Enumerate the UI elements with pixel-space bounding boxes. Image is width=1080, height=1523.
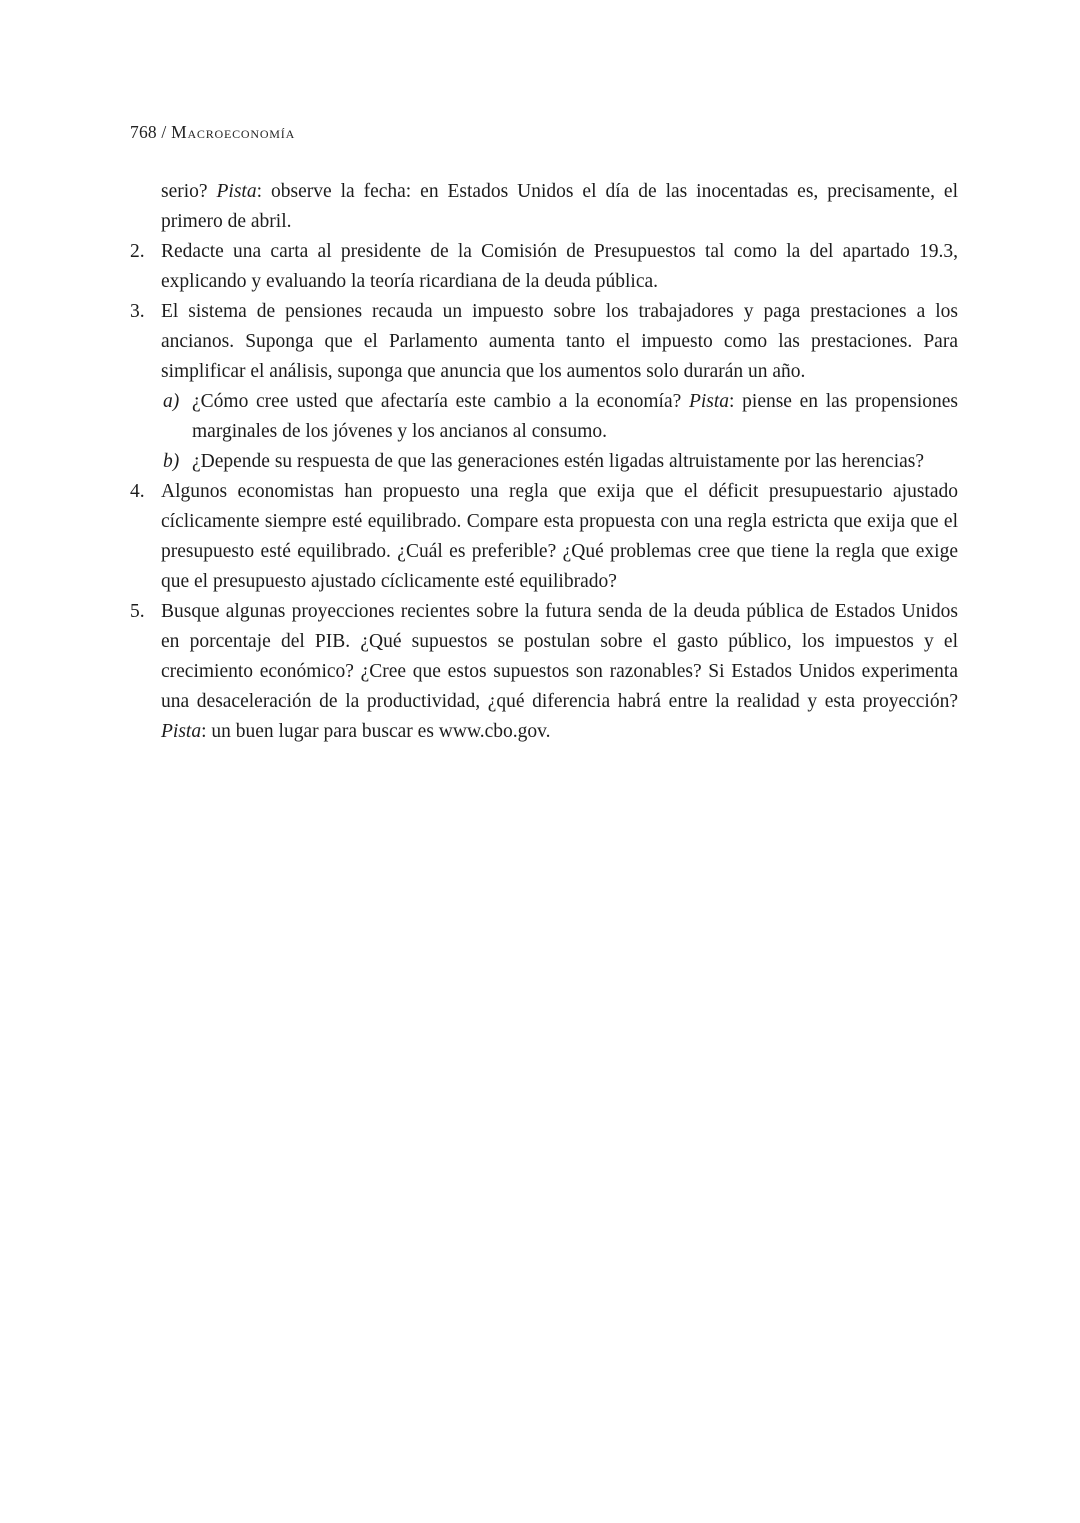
- text-run: Redacte una carta al presidente de la Comisión de Presupuestos tal como la del apartado 19.3, explicando y evaluando la teoría ricardiana de la deuda pública.: [161, 241, 958, 292]
- exercise-list: [130, 177, 958, 747]
- item-text: [161, 177, 958, 237]
- italic-run: Pista: [216, 181, 257, 202]
- item-marker: 4.: [130, 481, 145, 502]
- item-text: [161, 597, 958, 747]
- text-run: serio?: [161, 181, 217, 202]
- item-text: [192, 447, 958, 477]
- item-text: [161, 237, 958, 297]
- page-content: [0, 0, 1080, 747]
- item-marker: 3.: [130, 301, 145, 322]
- item-marker: b): [163, 451, 180, 472]
- text-run: : piense en las propensiones marginales de los jóvenes y los ancianos al consumo.: [192, 391, 958, 442]
- text-run: : observe la fecha: en Estados Unidos el día de las inocentadas es, precisamente, el primero de abril.: [161, 181, 958, 232]
- exercise-sub-item: [163, 447, 958, 477]
- header-separator: /: [156, 122, 172, 142]
- running-title: Macroeconomía: [171, 122, 296, 142]
- item-marker: a): [163, 391, 180, 412]
- exercise-item: [130, 297, 958, 387]
- text-run: Busque algunas proyecciones recientes sobre la futura senda de la deuda pública de Estados Unidos en porcentaje del PIB. ¿Qué supuestos se postulan sobre el gasto público, los impuestos y el crecimiento económico? ¿Cree que estos supuestos son razonables? Si Estados Unidos experimenta una desaceleración de la productividad, ¿qué diferencia habrá entre la realidad y esta proyección?: [161, 601, 958, 712]
- item-text: [192, 387, 958, 447]
- text-run: ¿Depende su respuesta de que las generaciones estén ligadas altruistamente por las herencias?: [192, 451, 925, 472]
- item-marker: 2.: [130, 241, 145, 262]
- italic-run: Pista: [688, 391, 730, 412]
- exercise-item: [130, 597, 958, 747]
- text-run: : un buen lugar para buscar es www.cbo.gov.: [201, 721, 551, 742]
- text-run: El sistema de pensiones recauda un impuesto sobre los trabajadores y paga prestaciones a los ancianos. Suponga que el Parlamento aumenta tanto el impuesto como las prestaciones. Para simplificar el análisis, suponga que anuncia que los aumentos solo durarán un año.: [161, 301, 958, 382]
- exercise-item: [130, 177, 958, 237]
- italic-run: Pista: [161, 721, 202, 742]
- item-text: [161, 477, 958, 597]
- page-number: 768: [130, 122, 157, 142]
- running-header: [130, 122, 958, 143]
- exercise-item: [130, 477, 958, 597]
- item-marker: 5.: [130, 601, 145, 622]
- exercise-sub-item: [163, 387, 958, 447]
- exercise-item: [130, 237, 958, 297]
- text-run: Algunos economistas han propuesto una regla que exija que el déficit presupuestario ajustado cíclicamente siempre esté equilibrado. Compare esta propuesta con una regla estricta que exija que el presupuesto esté equilibrado. ¿Cuál es preferible? ¿Qué problemas cree que tiene la regla que exige que el presupuesto ajustado cíclicamente esté equilibrado?: [161, 481, 958, 592]
- text-run: ¿Cómo cree usted que afectaría este cambio a la economía?: [192, 391, 689, 412]
- item-text: [161, 297, 958, 387]
